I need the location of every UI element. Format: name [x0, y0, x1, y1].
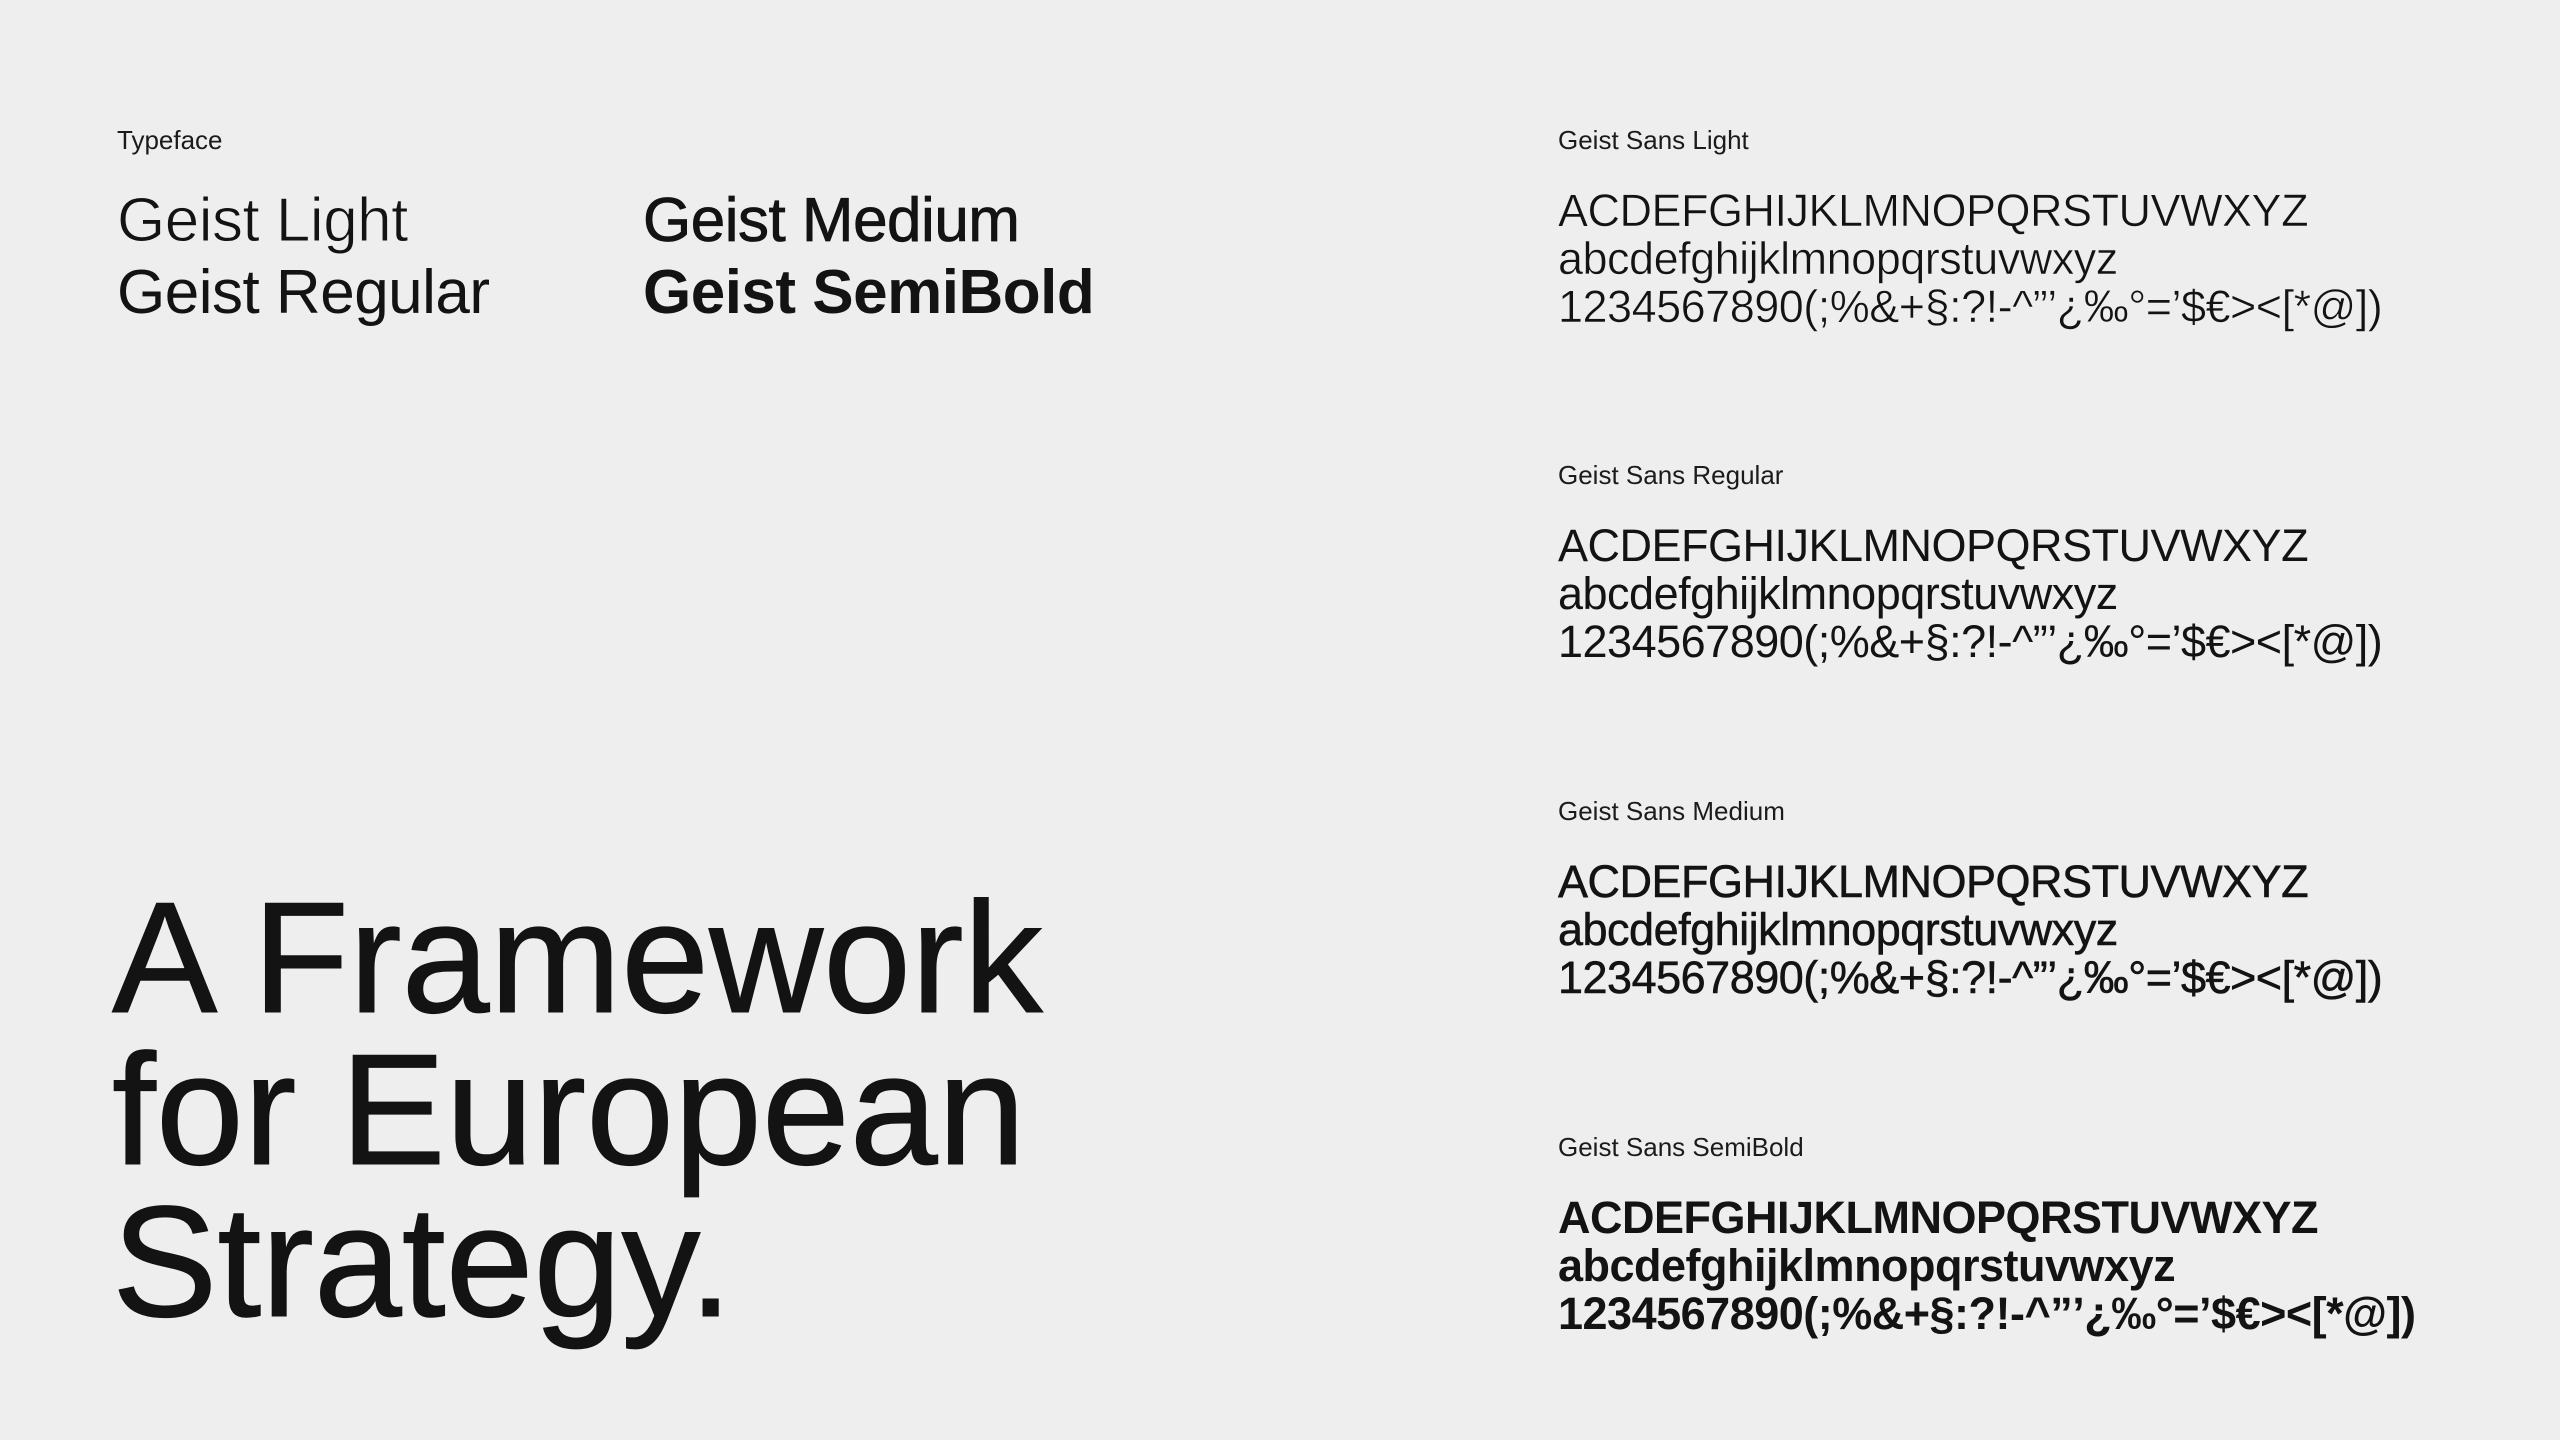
specimen-symbols-line: 1234567890(;%&+§:?!-^”’¿‰°=’$€><[*@]) — [1558, 952, 2383, 1003]
specimen-uppercase-line: ACDEFGHIJKLMNOPQRSTUVWXYZ — [1558, 520, 2309, 571]
specimen-block-medium — [1558, 796, 2498, 1002]
specimen-lowercase-line: abcdefghijklmnopqrstuvwxyz — [1558, 233, 2118, 284]
specimen-block-light — [1558, 125, 2498, 331]
headline-line-2: for European — [112, 1022, 1026, 1198]
weight-name-geist-light: Geist Light — [117, 186, 408, 255]
headline-line-3: Strategy. — [112, 1174, 733, 1350]
specimen-label: Geist Sans Medium — [1558, 796, 1785, 826]
specimen-lines — [1558, 187, 2498, 331]
specimen-symbols-line: 1234567890(;%&+§:?!-^”’¿‰°=’$€><[*@]) — [1558, 281, 2383, 332]
weight-name-geist-semibold: Geist SemiBold — [643, 258, 1095, 327]
weight-name-geist-medium: Geist Medium — [643, 186, 1020, 255]
weight-name-geist-regular: Geist Regular — [117, 258, 490, 327]
specimen-uppercase-line: ACDEFGHIJKLMNOPQRSTUVWXYZ — [1558, 185, 2309, 236]
specimen-label: Geist Sans Regular — [1558, 460, 1784, 490]
specimen-label: Geist Sans SemiBold — [1558, 1132, 1804, 1162]
specimen-lowercase-line: abcdefghijklmnopqrstuvwxyz — [1558, 568, 2118, 619]
specimen-symbols-line: 1234567890(;%&+§:?!-^”’¿‰°=’$€><[*@]) — [1558, 616, 2383, 667]
specimen-lines — [1558, 1194, 2498, 1338]
headline — [112, 870, 1043, 1350]
specimen-lowercase-line: abcdefghijklmnopqrstuvwxyz — [1558, 904, 2118, 955]
specimen-block-regular — [1558, 460, 2498, 666]
specimen-lines — [1558, 522, 2498, 666]
specimen-lowercase-line: abcdefghijklmnopqrstuvwxyz — [1558, 1240, 2176, 1291]
typeface-label: Typeface — [117, 125, 223, 155]
specimen-uppercase-line: ACDEFGHIJKLMNOPQRSTUVWXYZ — [1558, 1192, 2319, 1243]
specimen-uppercase-line: ACDEFGHIJKLMNOPQRSTUVWXYZ — [1558, 856, 2309, 907]
specimen-lines — [1558, 858, 2498, 1002]
weight-names-column-1 — [117, 185, 490, 329]
weight-names-column-2 — [643, 185, 1094, 329]
specimen-block-semibold — [1558, 1132, 2498, 1338]
specimen-label: Geist Sans Light — [1558, 125, 1749, 155]
specimen-symbols-line: 1234567890(;%&+§:?!-^”’¿‰°=’$€><[*@]) — [1558, 1288, 2416, 1339]
headline-line-1: A Framework — [112, 870, 1043, 1046]
